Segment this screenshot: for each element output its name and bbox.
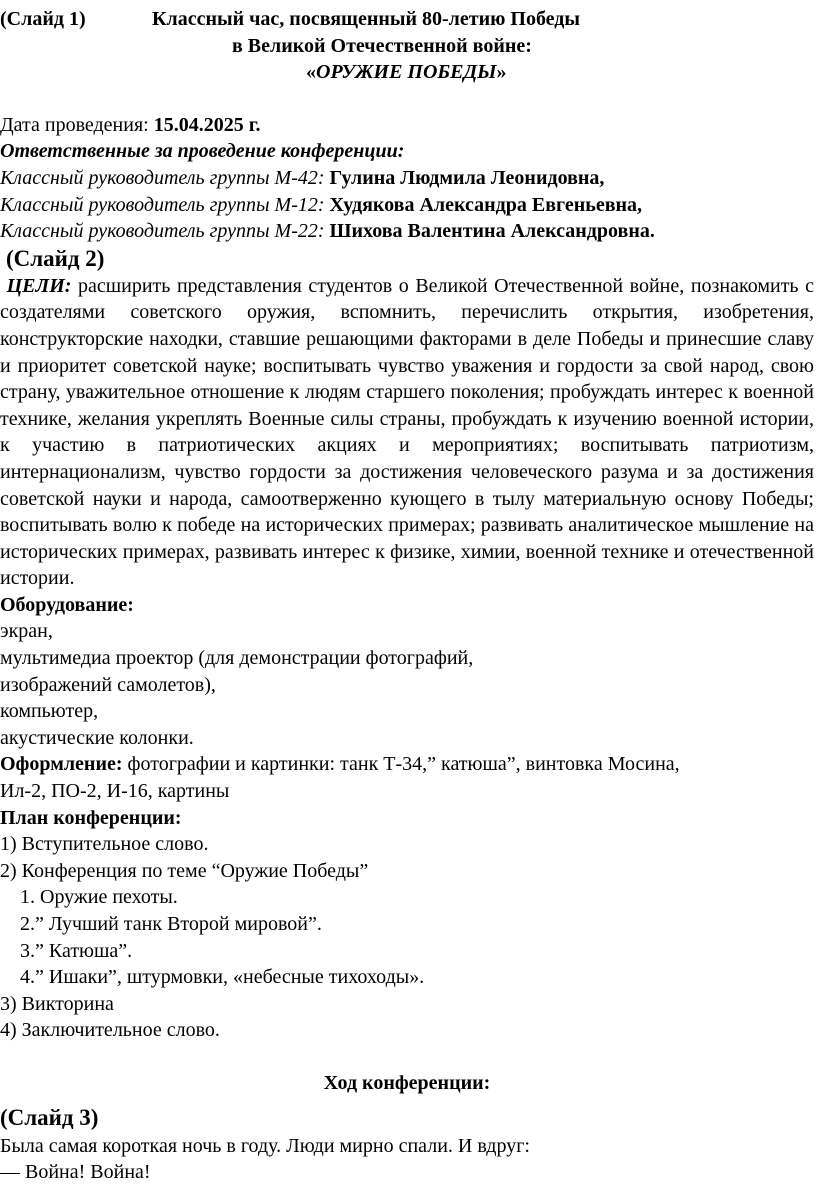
title-topic-line <box>0 59 814 86</box>
plan-subitem: 2.” Лучший танк Второй мировой”. <box>20 913 322 935</box>
date-line <box>0 112 814 139</box>
teacher-role: Классный руководитель группы М-42: <box>0 166 330 189</box>
teacher-name: Гулина Людмила Леонидовна, <box>329 166 605 189</box>
title-line-1: Классный час, посвященный 80-летию Победы <box>152 8 581 30</box>
title-topic: ОРУЖИЕ ПОБЕДЫ <box>316 61 497 84</box>
decoration-line-1 <box>0 751 814 778</box>
equipment-label: Оборудование: <box>0 593 134 616</box>
plan-subitem: 4.” Ишаки”, штурмовки, «небесные тихоходы». <box>20 966 425 989</box>
plan-item: 3) Викторина <box>0 992 114 1015</box>
header-row <box>0 6 814 33</box>
teacher-role: Классный руководитель группы М-12: <box>0 193 330 216</box>
teacher-role: Классный руководитель группы М-22: <box>0 220 330 243</box>
plan-label: План конференции: <box>0 806 182 829</box>
plan-subitem: 3.” Катюша”. <box>20 939 133 962</box>
conference-text-1: Была самая короткая ночь в году. Люди мирно спали. И вдруг: <box>0 1134 530 1157</box>
quote-open: « <box>306 61 316 84</box>
title-line-2 <box>0 33 814 60</box>
plan-subitem: 1. Оружие пехоты. <box>20 886 178 909</box>
title-line-2-text: в Великой Отечественной войне: <box>232 34 532 57</box>
equipment-item: компьютер, <box>0 700 99 723</box>
teacher-line-2 <box>0 192 814 219</box>
goals-paragraph <box>0 273 814 592</box>
conference-text-2: — Война! Война! <box>0 1161 151 1184</box>
date-label: Дата проведения: <box>0 113 154 136</box>
goals-text: расширить представления студентов о Великой Отечественной войне, познакомить с создателями советского оружия, вспомнить, перечислить открытия, изобретения, конструкторские находки, ставшие решающими факторами в деле Победы и принесшие славу и приоритет советской науке; воспитывать чувство уважения и гордости за свой народ, свою страну, уважительное отношение к людям старшего поколения; пробуждать интерес к военной технике, желания укреплять Военные силы страны, пробуждать к изучению военной истории, к участию в патриотических акциях и мероприятиях; воспитывать патриотизм, интернационализм, чувство гордости за достижения человеческого разума и за достижения советской науки и народа, самоотверженно кующего в тылу материальную основу Победы; воспитывать волю к победе на исторических примерах; развивать аналитическое мышление на исторических примерах, развивать интерес к физике, химии, военной технике и отечественной истории. <box>0 274 814 590</box>
equipment-item: экран, <box>0 620 53 643</box>
plan-item: 1) Вступительное слово. <box>0 833 209 856</box>
slide-3-label: (Слайд 3) <box>0 1104 99 1130</box>
equipment-item: изображений самолетов), <box>0 673 216 696</box>
decoration-label: Оформление: <box>0 753 123 776</box>
date-value: 15.04.2025 г. <box>153 113 261 136</box>
decoration-text: фотографии и картинки: танк Т-34,” катюша”, винтовка Мосина, <box>122 753 680 776</box>
plan-item: 2) Конференция по теме “Оружие Победы” <box>0 859 369 882</box>
teacher-line-3 <box>0 218 814 245</box>
conference-title: Ход конференции: <box>323 1071 491 1094</box>
teacher-line-1 <box>0 165 814 192</box>
goals-label: ЦЕЛИ: <box>6 274 72 297</box>
teacher-name: Худякова Александра Евгеньевна, <box>329 193 643 216</box>
equipment-item: мультимедиа проектор (для демонстрации фотографий, <box>0 647 474 670</box>
teacher-name: Шихова Валентина Александровна. <box>329 220 655 243</box>
slide-2-label: (Слайд 2) <box>6 245 105 271</box>
plan-item: 4) Заключительное слово. <box>0 1019 220 1042</box>
equipment-item: акустические колонки. <box>0 726 194 749</box>
responsible-heading: Ответственные за проведение конференции: <box>0 140 405 163</box>
decoration-line-2: Ил-2, ПО-2, И-16, картины <box>0 780 230 803</box>
quote-close: » <box>496 61 507 84</box>
slide-1-label: (Слайд 1) <box>0 8 86 30</box>
